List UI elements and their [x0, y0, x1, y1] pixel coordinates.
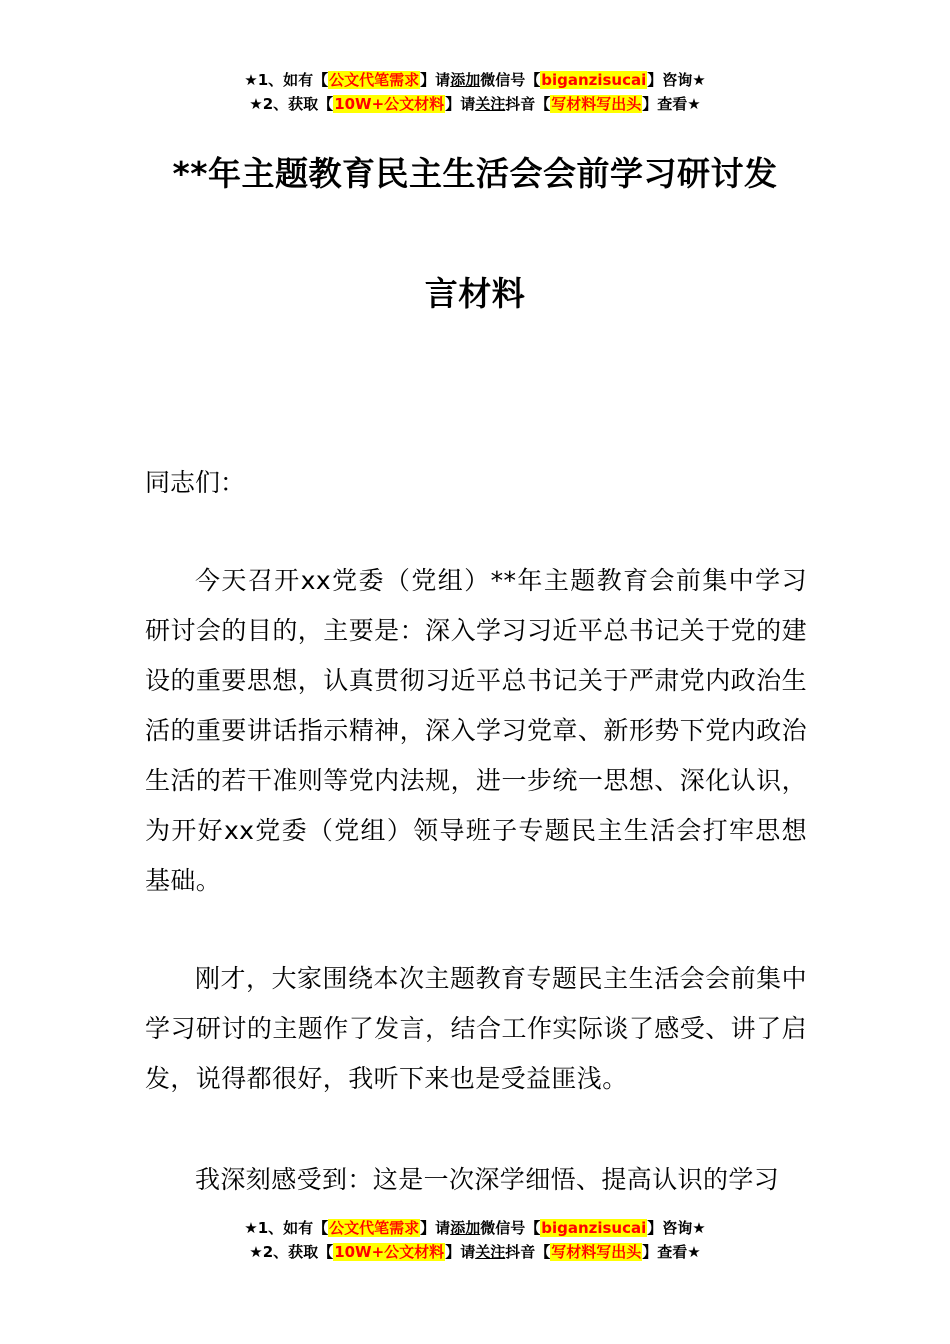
- banner-underlined-text: 添加: [450, 1219, 481, 1237]
- paragraph: 刚才，大家围绕本次主题教育专题民主生活会会前集中学习研讨的主题作了发言，结合工作实际谈了感受、讲了启发，说得都很好，我听下来也是受益匪浅。: [145, 964, 807, 1093]
- banner-text: 】查看★: [642, 1243, 701, 1261]
- banner-text: 微信号【: [480, 1219, 541, 1237]
- banner-highlight: 写材料写出头: [551, 1243, 642, 1261]
- banner-text: 】咨询★: [647, 1219, 706, 1237]
- paragraph: 今天召开xx党委（党组）**年主题教育会前集中学习研讨会的目的，主要是：深入学习习近平总书记关于党的建设的重要思想，认真贯彻习近平总书记关于严肃党内政治生活的重要讲话指示精神，深入学习党章、新形势下党内政治生活的若干准则等党内法规，进一步统一思想、深化认识，为开好xx党委（党组）领导班子专题民主生活会打牢思想基础。: [145, 566, 807, 895]
- salutation: 同志们：: [145, 468, 246, 497]
- banner-line-2: [0, 92, 950, 116]
- banner-text: 】请: [445, 95, 476, 113]
- banner-highlight: 写材料写出头: [551, 95, 642, 113]
- document-title-line-2: 言材料: [424, 274, 526, 313]
- banner-line-1: [0, 1216, 950, 1240]
- banner-text: 】查看★: [642, 95, 701, 113]
- banner-text: ★2、获取【: [249, 1243, 334, 1261]
- banner-text: 】请: [420, 1219, 451, 1237]
- header-banner: [0, 68, 950, 116]
- banner-underlined-text: 添加: [450, 71, 481, 89]
- banner-text: 抖音【: [505, 95, 551, 113]
- banner-text: ★1、如有【: [244, 1219, 329, 1237]
- banner-text: ★2、获取【: [249, 95, 334, 113]
- banner-text: 】请: [420, 71, 451, 89]
- banner-text: 微信号【: [480, 71, 541, 89]
- banner-highlight: 公文代笔需求: [329, 71, 420, 89]
- banner-text: 抖音【: [505, 1243, 551, 1261]
- banner-text: ★1、如有【: [244, 71, 329, 89]
- banner-underlined-text: 关注: [475, 1243, 506, 1261]
- banner-text: 】请: [445, 1243, 476, 1261]
- paragraph: 我深刻感受到：这是一次深学细悟、提高认识的学习: [195, 1165, 780, 1194]
- banner-underlined-text: 关注: [475, 95, 506, 113]
- banner-line-1: [0, 68, 950, 92]
- banner-highlight: biganzisucai: [541, 71, 647, 89]
- document-title-line-1: **年主题教育民主生活会会前学习研讨发: [172, 154, 778, 193]
- footer-banner: [0, 1216, 950, 1264]
- banner-highlight: 10W+公文材料: [334, 95, 445, 113]
- banner-highlight: biganzisucai: [541, 1219, 647, 1237]
- banner-highlight: 10W+公文材料: [334, 1243, 445, 1261]
- banner-highlight: 公文代笔需求: [329, 1219, 420, 1237]
- banner-text: 】咨询★: [647, 71, 706, 89]
- banner-line-2: [0, 1240, 950, 1264]
